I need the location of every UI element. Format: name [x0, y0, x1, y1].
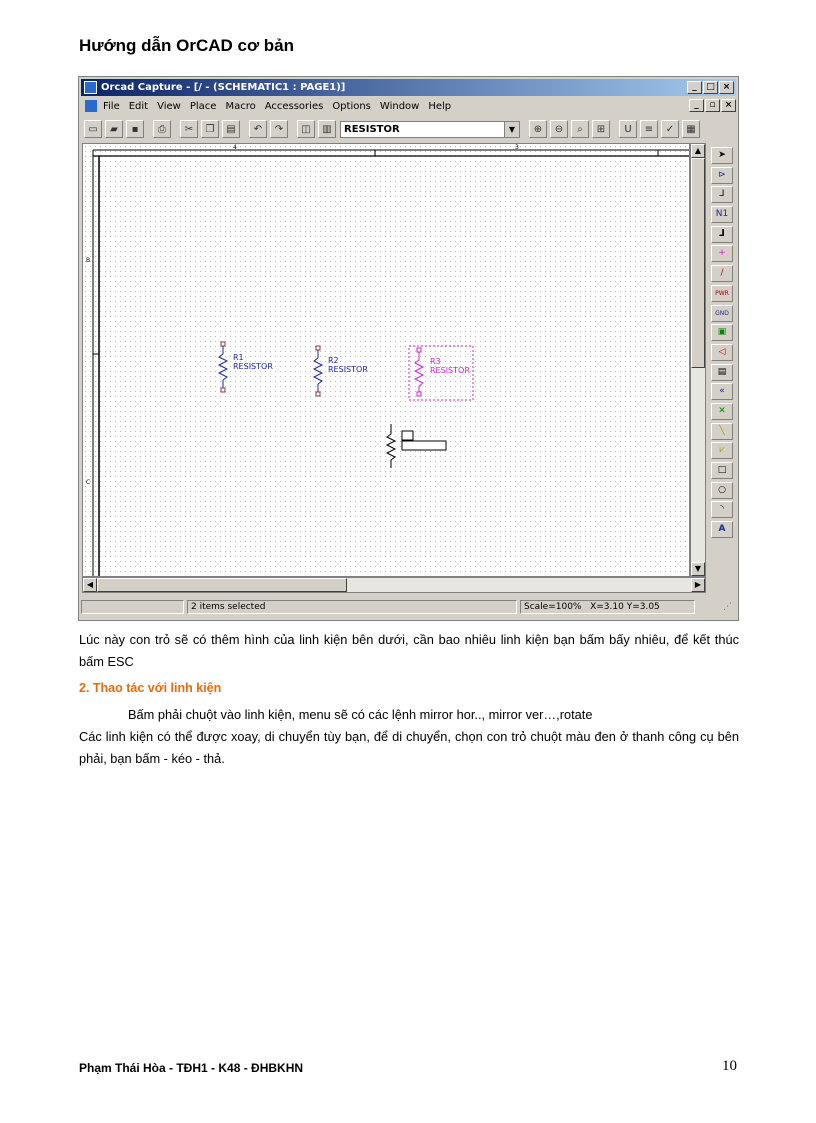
- place-polyline-icon[interactable]: ⩗: [711, 442, 733, 459]
- place-hierarchical-block-icon[interactable]: ▣: [711, 324, 733, 341]
- scroll-up-icon[interactable]: ▲: [691, 144, 705, 158]
- resistor-r1[interactable]: [219, 342, 273, 392]
- r3-ref: R3: [430, 357, 441, 366]
- resize-grip-icon[interactable]: ⋰: [723, 602, 732, 612]
- zoom-out-icon[interactable]: ⊖: [550, 120, 568, 138]
- status-blank: [81, 600, 184, 614]
- place-rectangle-icon[interactable]: □: [711, 462, 733, 479]
- status-selection: 2 items selected: [187, 600, 517, 614]
- status-coords: X=3.10 Y=3.05: [590, 602, 660, 612]
- place-bus-entry-icon[interactable]: /: [711, 265, 733, 282]
- place-ellipse-icon[interactable]: ○: [711, 482, 733, 499]
- paragraph-2: Bấm phải chuột vào linh kiện, menu sẽ có các lệnh mirror hor.., mirror ver…,rotate: [128, 707, 593, 722]
- menu-macro[interactable]: Macro: [225, 100, 256, 112]
- place-power-icon[interactable]: PWR: [711, 285, 733, 302]
- menu-help[interactable]: Help: [428, 100, 452, 112]
- part-combo-value: RESISTOR: [344, 123, 400, 135]
- menu-file[interactable]: File: [103, 100, 120, 112]
- scroll-left-icon[interactable]: ◀: [83, 578, 97, 592]
- menu-accessories[interactable]: Accessories: [264, 100, 324, 112]
- r1-value: RESISTOR: [233, 362, 273, 371]
- zoom-all-icon[interactable]: ⊞: [592, 120, 610, 138]
- minimize-button[interactable]: _: [687, 81, 702, 94]
- new-icon[interactable]: ▭: [84, 120, 102, 138]
- horizontal-scroll-thumb[interactable]: [97, 578, 347, 592]
- place-no-connect-icon[interactable]: ✕: [711, 403, 733, 420]
- part-cursor-ghost: [387, 424, 446, 468]
- r3-value: RESISTOR: [430, 366, 470, 375]
- part-combo[interactable]: [340, 121, 520, 138]
- bom-icon[interactable]: ▦: [682, 120, 700, 138]
- vertical-scrollbar[interactable]: [690, 143, 706, 577]
- paste-icon[interactable]: ▤: [222, 120, 240, 138]
- section-heading: 2. Thao tác với linh kiện: [79, 681, 222, 695]
- place-text-icon[interactable]: A: [711, 521, 733, 538]
- paragraph-3: Các linh kiện có thể được xoay, di chuyển tùy bạn, để di chuyển, chọn con trỏ chuột màu đen ở thanh công cụ bên phải, bạn bấm - kéo - thả.: [79, 729, 739, 766]
- place-port-icon[interactable]: ◁: [711, 344, 733, 361]
- status-bar: [81, 598, 736, 616]
- ruler-top-label: 3: [515, 144, 519, 151]
- ruler-top-label: 4: [233, 144, 237, 151]
- status-scale-coords: [520, 600, 695, 614]
- doc-minimize-button[interactable]: _: [689, 99, 704, 112]
- chevron-down-icon[interactable]: ▼: [504, 122, 519, 137]
- resistor-r2[interactable]: [314, 346, 368, 396]
- horizontal-scrollbar[interactable]: [82, 577, 706, 593]
- ruler-left-label: C: [86, 479, 91, 486]
- place-net-alias-icon[interactable]: N1: [711, 206, 733, 223]
- r1-ref: R1: [233, 353, 244, 362]
- place-part-icon[interactable]: ⊳: [711, 167, 733, 184]
- project-manager-icon[interactable]: ◫: [297, 120, 315, 138]
- annotate-icon[interactable]: U: [619, 120, 637, 138]
- place-junction-icon[interactable]: +: [711, 245, 733, 262]
- undo-icon[interactable]: ↶: [249, 120, 267, 138]
- select-pointer-icon[interactable]: ➤: [711, 147, 733, 164]
- paragraph-1: Lúc này con trỏ sẽ có thêm hình của linh kiện bên dưới, cần bao nhiêu linh kiện bạn bấm bấy nhiêu, để kết thúc bấm ESC: [79, 632, 739, 669]
- menu-window[interactable]: Window: [379, 100, 420, 112]
- zoom-area-icon[interactable]: ⌕: [571, 120, 589, 138]
- close-button[interactable]: ×: [719, 81, 734, 94]
- doc-close-button[interactable]: ×: [721, 99, 736, 112]
- save-icon[interactable]: ▪: [126, 120, 144, 138]
- place-ground-icon[interactable]: GND: [711, 305, 733, 322]
- cut-icon[interactable]: ✂: [180, 120, 198, 138]
- document-title: Hướng dẫn OrCAD cơ bản: [79, 36, 294, 55]
- r2-value: RESISTOR: [328, 365, 368, 374]
- ruler-left-label: B: [86, 257, 91, 264]
- place-bus-icon[interactable]: ᒧ: [711, 226, 733, 243]
- place-arc-icon[interactable]: ◝: [711, 501, 733, 518]
- doc-restore-button[interactable]: ▫: [705, 99, 720, 112]
- menu-view[interactable]: View: [157, 100, 181, 112]
- drc-icon[interactable]: ≡: [640, 120, 658, 138]
- place-off-page-connector-icon[interactable]: «: [711, 383, 733, 400]
- place-line-icon[interactable]: ╲: [711, 423, 733, 440]
- window-title: Orcad Capture - [/ - (SCHEMATIC1 : PAGE1)]: [101, 82, 346, 93]
- page-number: 10: [722, 1058, 737, 1074]
- scroll-down-icon[interactable]: ▼: [691, 562, 705, 576]
- document-icon[interactable]: [85, 100, 97, 112]
- r2-ref: R2: [328, 356, 339, 365]
- menu-edit[interactable]: Edit: [128, 100, 149, 112]
- session-log-icon[interactable]: ▥: [318, 120, 336, 138]
- window-titlebar: [81, 79, 736, 96]
- resistor-r3-selected[interactable]: [409, 346, 473, 400]
- scroll-right-icon[interactable]: ▶: [691, 578, 705, 592]
- main-toolbar: [81, 117, 736, 141]
- orcad-window: [78, 76, 739, 621]
- menu-place[interactable]: Place: [189, 100, 217, 112]
- schematic-drawing: [83, 144, 689, 576]
- place-wire-icon[interactable]: ⅃: [711, 186, 733, 203]
- copy-icon[interactable]: ❐: [201, 120, 219, 138]
- vertical-scroll-thumb[interactable]: [691, 158, 705, 368]
- redo-icon[interactable]: ↷: [270, 120, 288, 138]
- footer-author: Phạm Thái Hòa - TĐH1 - K48 - ĐHBKHN: [79, 1061, 304, 1075]
- status-scale: Scale=100%: [524, 602, 582, 612]
- restore-button[interactable]: □: [703, 81, 718, 94]
- tool-palette: [709, 147, 735, 559]
- open-icon[interactable]: ▰: [105, 120, 123, 138]
- place-pin-icon[interactable]: ▤: [711, 364, 733, 381]
- zoom-in-icon[interactable]: ⊕: [529, 120, 547, 138]
- menu-bar: [81, 97, 736, 115]
- schematic-canvas[interactable]: [82, 143, 690, 577]
- netlist-icon[interactable]: ✓: [661, 120, 679, 138]
- orcad-app-icon: [84, 81, 97, 94]
- print-icon[interactable]: ⎙: [153, 120, 171, 138]
- menu-options[interactable]: Options: [332, 100, 371, 112]
